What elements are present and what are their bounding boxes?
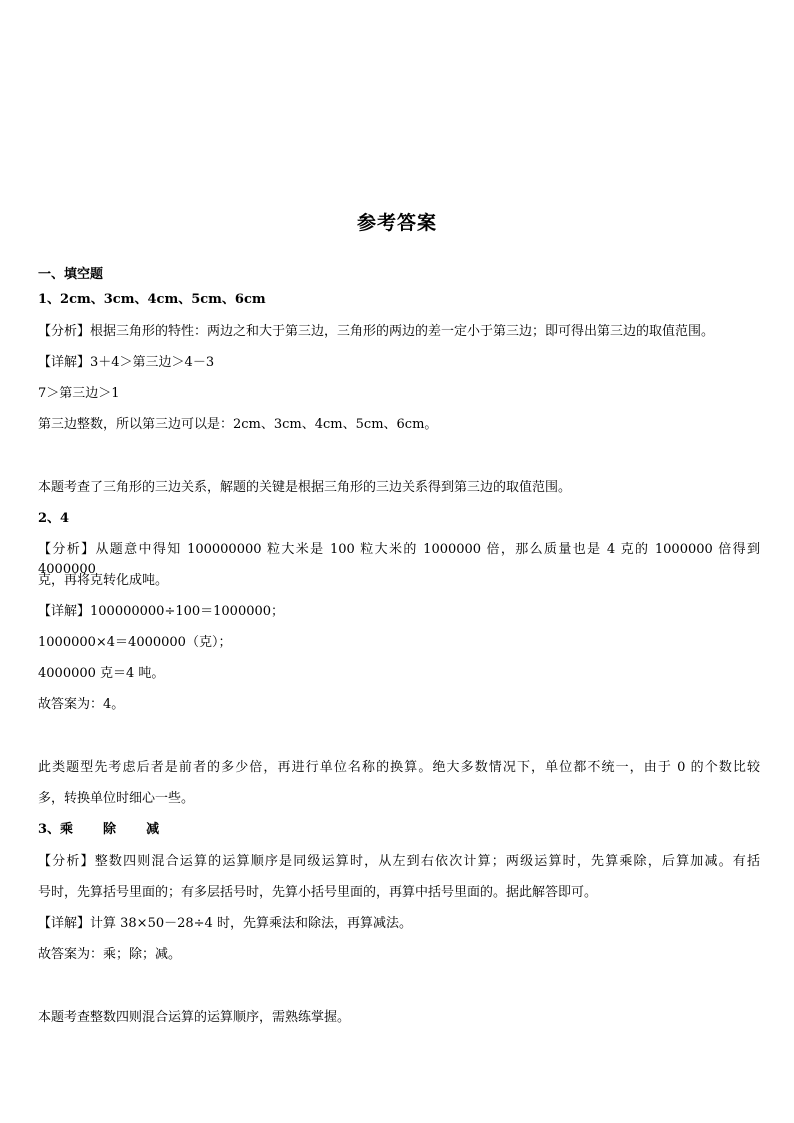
q2-detail-2: 1000000×4＝4000000（克）； [38,635,232,650]
q1-answer: 1、2cm、3cm、4cm、5cm、6cm [38,292,266,307]
q3-answer-3: 减 [146,822,160,837]
q3-analysis-line-1: 【分析】整数四则混合运算的运算顺序是同级运算时，从左到右依次计算；两级运算时，先算乘除，后算加减。有括 [38,854,760,869]
q2-comment-line-2: 多，转换单位时细心一些。 [38,791,195,806]
q2-comment-line-1: 此类题型先考虑后者是前者的多少倍，再进行单位名称的换算。绝大多数情况下，单位都不统一，由于 0 的个数比较 [38,760,760,775]
q3-detail-1: 【详解】计算 38×50－28÷4 时，先算乘法和除法，再算减法。 [38,916,412,931]
q1-detail-2: 7＞第三边＞1 [38,386,120,401]
q2-analysis-line-1: 【分析】从题意中得知 100000000 粒大米是 100 粒大米的 1000000 倍，那么质量也是 4 克的 1000000 倍得到 4000000 [38,542,760,577]
q3-analysis-line-2: 号时，先算括号里面的；有多层括号时，先算小括号里面的，再算中括号里面的。据此解答即可。 [38,885,598,900]
q2-answer: 2、4 [38,511,70,526]
q3-comment: 本题考查整数四则混合运算的运算顺序，需熟练掌握。 [38,1010,351,1025]
q3-final: 故答案为：乘；除；减。 [38,947,182,962]
q3-answer-1: 3、乘 [38,822,74,837]
q2-detail-3: 4000000 克＝4 吨。 [38,666,165,681]
q1-detail-3: 第三边整数，所以第三边可以是：2cm、3cm、4cm、5cm、6cm。 [38,417,438,432]
q1-analysis: 【分析】根据三角形的特性：两边之和大于第三边，三角形的两边的差一定小于第三边；即可得出第三边的取值范围。 [38,324,715,339]
q2-final: 故答案为：4。 [38,697,125,712]
q1-comment: 本题考查了三角形的三边关系，解题的关键是根据三角形的三边关系得到第三边的取值范围。 [38,480,572,495]
q2-analysis-line-2: 克，再将克转化成吨。 [38,573,169,588]
section-heading: 一、填空题 [38,267,104,282]
q3-answer [38,820,760,840]
q2-detail-1: 【详解】100000000÷100＝1000000； [38,604,285,619]
q3-answer-2: 除 [103,822,117,837]
q1-detail-1: 【详解】3＋4＞第三边＞4－3 [38,355,215,370]
page-title: 参考答案 [356,212,437,234]
